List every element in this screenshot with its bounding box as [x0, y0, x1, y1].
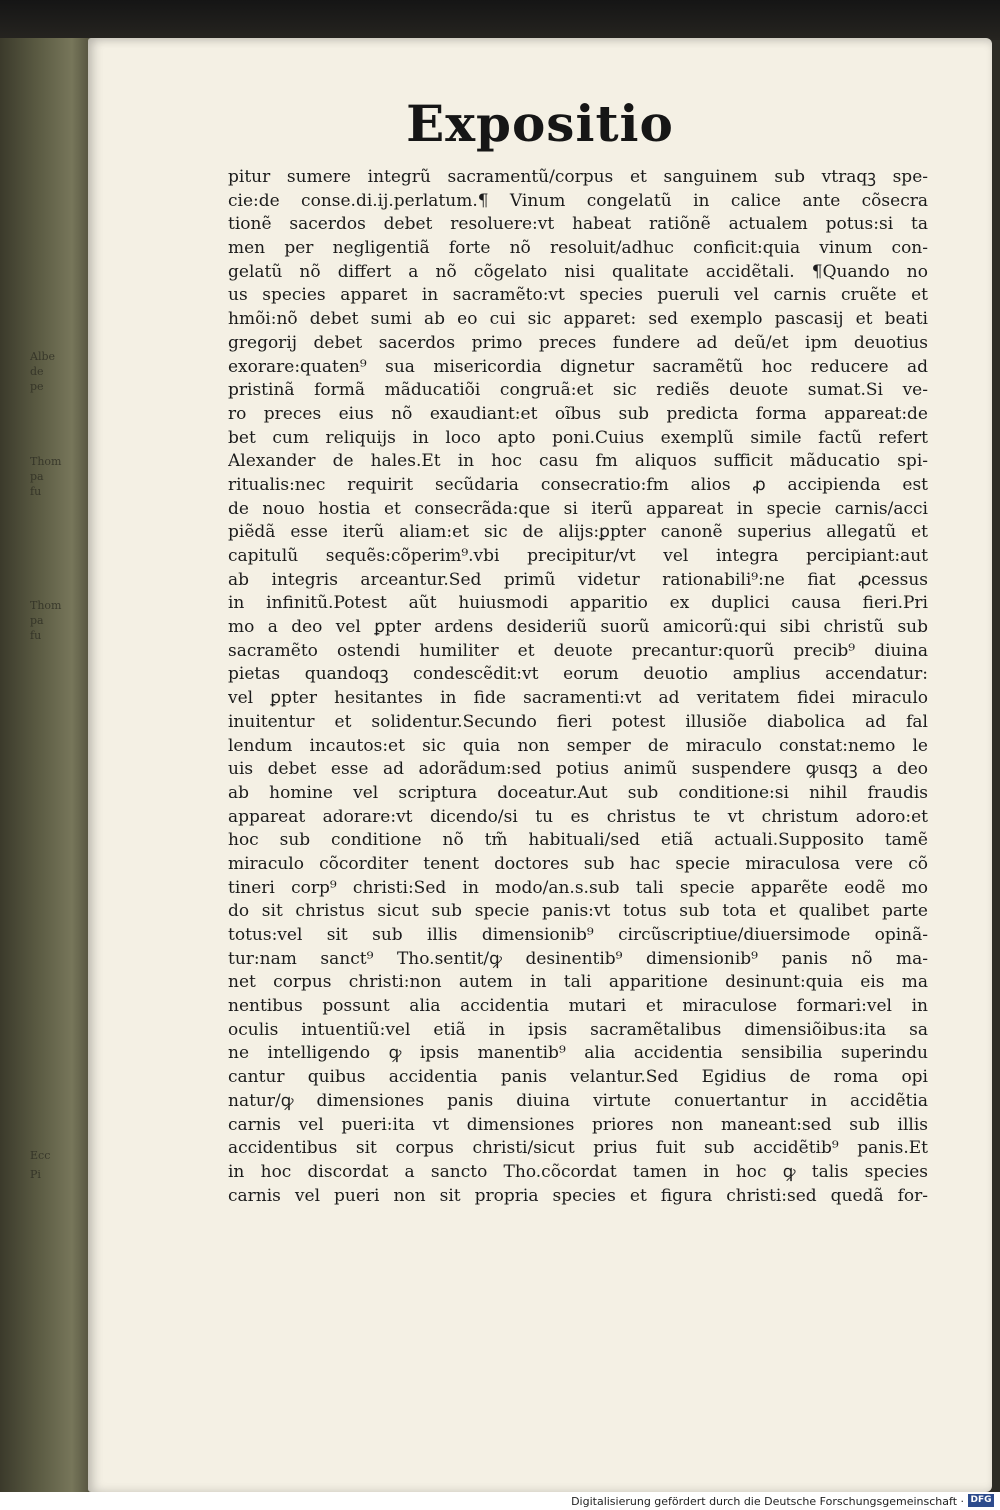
margin-note: pa	[30, 614, 44, 627]
footer-credit: Digitalisierung gefördert durch die Deutsche Forschungsgemeinschaft ·	[571, 1495, 964, 1508]
text-line: tur:nam sanct⁹ Tho.sentit/ꝙ desinentib⁹ dimensionib⁹ panis nõ ma-	[228, 948, 928, 969]
text-line: ab integris arceantur.Sed primũ videtur rationabili⁹:ne fiat ꝓcessus	[228, 569, 928, 590]
text-line: bet cum reliquijs in loco apto poni.Cuius exemplũ simile factũ refert	[228, 427, 928, 448]
margin-note: pa	[30, 470, 44, 483]
text-line: sacramẽto ostendi humiliter et deuote precantur:quorũ precib⁹ diuina	[228, 640, 928, 661]
text-line: pristinã formã mãducatiõi congruã:et sic rediẽs deuote sumat.Si ve-	[228, 380, 928, 401]
margin-note: Albe	[30, 350, 56, 363]
text-line: piẽdã esse iterũ aliam:et sic de alijs:ꝑpter canonẽ superius allegatũ et	[228, 522, 928, 543]
dfg-logo: DFG	[968, 1494, 994, 1507]
text-line: inuitentur et solidentur.Secundo fieri potest illusiõe diabolica ad fal	[228, 711, 928, 732]
text-line: in hoc discordat a sancto Tho.cõcordat tamen in hoc ꝙ talis species	[228, 1161, 928, 1182]
text-line: pitur sumere integrũ sacramentũ/corpus et sanguinem sub vtraqꝫ spe-	[228, 167, 928, 187]
text-line: lendum incautos:et sic quia non semper de miraculo constat:nemo le	[228, 735, 928, 756]
text-line: ab homine vel scriptura doceatur.Aut sub conditione:si nihil fraudis	[228, 782, 928, 803]
text-line: ritualis:nec requirit secũdaria consecratio:fm alios ꝓ accipienda est	[228, 474, 928, 495]
text-line: totus:vel sit sub illis dimensionib⁹ circũscriptiue/diuersimode opinã-	[228, 925, 928, 945]
text-line: Alexander de hales.Et in hoc casu fm aliquos sufficit mãducatio spi-	[228, 451, 928, 472]
text-line: in infinitũ.Potest aũt huiusmodi apparitio ex duplici causa fieri.Pri	[228, 593, 928, 614]
text-line: accidentibus sit corpus christi/sicut prius fuit sub accidẽtib⁹ panis.Et	[228, 1138, 928, 1159]
text-line: vel ꝑpter hesitantes in fide sacramenti:vt ad veritatem fidei miraculo	[228, 688, 928, 709]
page-text-block	[228, 166, 928, 1208]
text-line: men per negligentiã forte nõ resoluit/adhuc conficit:quia vinum con-	[228, 238, 928, 259]
text-line: gelatũ nõ differt a nõ cõgelato nisi qualitate accidẽtali. ¶Quando no	[228, 261, 928, 282]
margin-note: de	[30, 365, 44, 378]
margin-note: fu	[30, 629, 42, 642]
text-line: pietas quandoqꝫ condescẽdit:vt eorum deuotio amplius accendatur:	[228, 664, 928, 685]
text-line: hmõi:nõ debet sumi ab eo cui sic apparet: sed exemplo pascasij et beati	[228, 309, 928, 330]
margin-note: Thom	[30, 455, 62, 468]
text-line: oculis intuentiũ:vel etiã in ipsis sacramẽtalibus dimensiõibus:ita sa	[228, 1019, 928, 1040]
text-line: uis debet esse ad adorãdum:sed potius animũ suspendere ꝙusqꝫ a deo	[228, 759, 928, 780]
scan-top-edge	[0, 0, 1000, 40]
text-line: miraculo cõcorditer tenent doctores sub hac specie miraculosa vere cõ	[228, 853, 928, 874]
text-line: exorare:quaten⁹ sua misericordia dignetur sacramẽtũ hoc reducere ad	[228, 356, 928, 377]
text-line: do sit christus sicut sub specie panis:vt totus sub tota et qualibet parte	[228, 901, 928, 922]
text-line: gregorij debet sacerdos primo preces fundere ad deũ/et ipm deuotius	[228, 332, 928, 353]
text-line: cantur quibus accidentia panis velantur.Sed Egidius de roma opi	[228, 1067, 928, 1088]
text-line: tionẽ sacerdos debet resoluere:vt habeat ratiõnẽ actualem potus:si ta	[228, 214, 928, 235]
text-line: net corpus christi:non autem in tali apparitione desinunt:quia eis ma	[228, 972, 928, 993]
text-line: carnis vel pueri:ita vt dimensiones priores non maneant:sed sub illis	[228, 1114, 928, 1135]
book-page	[88, 38, 992, 1492]
text-line: ne intelligendo ꝙ ipsis manentib⁹ alia accidentia sensibilia superindu	[228, 1043, 928, 1064]
margin-note: fu	[30, 485, 42, 498]
margin-note: Ecc	[30, 1149, 51, 1162]
text-line: ro preces eius nõ exaudiant:et oĩbus sub predicta forma appareat:de	[228, 403, 928, 424]
text-line: hoc sub conditione nõ tm̃ habituali/sed etiã actuali.Supposito tamẽ	[228, 830, 928, 851]
text-line: capitulũ sequẽs:cõperim⁹.vbi precipitur/vt vel integra percipiant:aut	[228, 546, 928, 566]
margin-note: Thom	[30, 599, 62, 612]
text-line: de nouo hostia et consecrãda:que si iterũ appareat in specie carnis/acci	[228, 498, 928, 519]
margin-note: pe	[30, 380, 44, 393]
text-line: cie:de conse.di.ij.perlatum.¶ Vinum congelatũ in calice ante cõsecra	[228, 190, 928, 211]
running-head: Expositio	[406, 94, 674, 153]
text-line: tineri corp⁹ christi:Sed in modo/an.s.sub tali specie apparẽte eodẽ mo	[228, 877, 928, 898]
text-line: us species apparet in sacramẽto:vt species pueruli vel carnis cruẽte et	[228, 285, 928, 306]
text-line: natur/ꝙ dimensiones panis diuina virtute conuertantur in accidẽtia	[228, 1090, 928, 1111]
text-line: carnis vel pueri non sit propria species et figura christi:sed quedã for-	[228, 1185, 928, 1206]
margin-note: Pi	[30, 1168, 41, 1181]
text-line: mo a deo vel ꝑpter ardens desideriũ suorũ amicorũ:qui sibi christũ sub	[228, 617, 928, 638]
text-line: appareat adorare:vt dicendo/si tu es christus te vt christum adoro:et	[228, 806, 928, 827]
text-line: nentibus possunt alia accidentia mutari et miraculose formari:vel in	[228, 996, 928, 1017]
previous-leaf-edge	[0, 38, 96, 1492]
